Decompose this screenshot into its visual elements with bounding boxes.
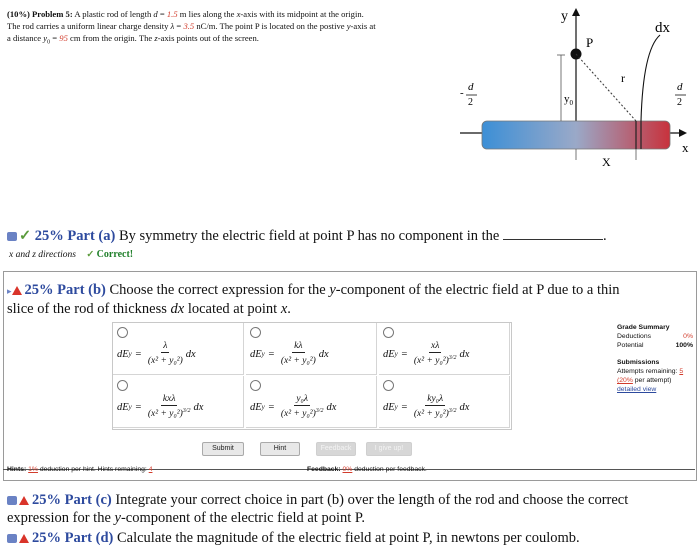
half-length-den: 2: [677, 97, 682, 108]
numerator: ky₀λ: [427, 394, 444, 404]
y0-label: $y_0$: [564, 93, 573, 107]
denominator: (x² + y₀²): [147, 409, 183, 420]
dx-pointer: [641, 35, 660, 121]
lhs-subscript: y: [261, 403, 265, 412]
option-equation: dE y = $\frac{\text{y₀λ}}{(x^2 + y_0^2)^{3/2}}$ dx: [250, 394, 337, 420]
part-b-text: located at point: [187, 301, 278, 317]
option-equation: dE y = $\frac{\text{kxλ}}{(x^2 + y_0^2)^{3/2}}$ dx: [117, 394, 204, 420]
feedback-button[interactable]: Feedback: [316, 442, 356, 456]
problem-statement: [7, 8, 452, 49]
grade-summary: [617, 323, 693, 394]
warning-icon: [19, 496, 29, 505]
x-axis-arrow: [679, 129, 687, 137]
option-radio[interactable]: [383, 327, 394, 338]
problem-text: The rod carries a uniform linear charge density: [7, 21, 171, 31]
exponent: 3/2: [448, 408, 457, 414]
hints-remaining: 4: [148, 466, 153, 473]
exponent: 3/2: [315, 408, 324, 414]
lhs-subscript: y: [128, 350, 132, 359]
part-icon: [7, 232, 17, 241]
check-icon: ✓: [19, 228, 32, 244]
option-cell[interactable]: [113, 376, 244, 428]
y0-value: 95: [59, 33, 68, 43]
lhs-subscript: y: [261, 350, 265, 359]
part-b-percent: 25% Part (b): [24, 282, 106, 298]
part-a-answer: x and z directions: [9, 250, 76, 260]
problem-text: -axis points out of the screen.: [157, 33, 259, 43]
option-cell[interactable]: [246, 376, 377, 428]
period: .: [287, 301, 291, 317]
y0-symbol: y: [43, 33, 48, 43]
part-c: [7, 491, 697, 527]
hint-button[interactable]: Hint: [260, 442, 300, 456]
feedback-text: deduction per feedback.: [352, 466, 427, 473]
problem-label: (10%) Problem 5:: [7, 9, 73, 19]
y-symbol: y: [114, 510, 121, 526]
part-c-text: expression for the: [7, 510, 111, 526]
option-radio[interactable]: [383, 380, 394, 391]
problem-text: A plastic rod of length: [74, 9, 154, 19]
denominator: (x² + y₀²): [147, 356, 183, 367]
differential: dx: [318, 348, 329, 360]
differential: dx: [459, 401, 470, 413]
submissions-label: Submissions: [617, 359, 660, 366]
part-c-text: -component of the electric field at point P.: [120, 510, 365, 526]
hints-label: Hints:: [7, 466, 27, 473]
half-length-label: d: [677, 81, 683, 93]
lhs-subscript: y: [394, 350, 398, 359]
part-c-percent: 25% Part (c): [32, 492, 112, 508]
correct-check-icon: ✓: [86, 250, 95, 260]
part-d-percent: 25% Part (d): [32, 530, 114, 546]
eq-sign: =: [157, 9, 167, 19]
answer-options: [112, 322, 512, 430]
lambda-symbol: λ: [170, 21, 175, 31]
hints-text: deduction per hint. Hints remaining:: [37, 466, 149, 473]
eq-sign: =: [50, 33, 60, 43]
warning-icon: [19, 534, 29, 543]
part-b-question: [7, 281, 692, 318]
differential: dx: [193, 401, 204, 413]
x-symbol: x: [280, 301, 288, 317]
per-attempt-text: per attempt): [632, 377, 672, 384]
problem-text: -axis at: [350, 21, 376, 31]
x-position-label: X: [602, 155, 611, 169]
lhs-subscript: y: [128, 403, 132, 412]
feedback-deduction: 0%: [342, 466, 353, 473]
option-radio[interactable]: [117, 327, 128, 338]
part-d: [7, 529, 697, 547]
option-cell[interactable]: [246, 323, 377, 375]
part-a-percent: 25% Part (a): [34, 228, 116, 244]
part-icon: [7, 534, 17, 543]
numerator: kxλ: [162, 394, 176, 404]
deductions-label: Deductions: [617, 333, 652, 340]
part-a-blank: [503, 227, 603, 240]
option-equation: dE y = $\frac{\lambda}{\text{(x² + y₀²)}}$ dx: [117, 341, 196, 367]
differential: dx: [459, 348, 470, 360]
lhs: dE: [117, 401, 129, 413]
numerator: y₀λ: [296, 394, 308, 404]
eq-sign: =: [174, 21, 184, 31]
dx-label: dx: [655, 20, 670, 36]
option-equation: dE y = $\frac{\text{ky₀λ}}{(x^2 + y_0^2)^{3/2}}$ dx: [383, 394, 470, 420]
y-symbol: y: [329, 282, 336, 298]
lhs: dE: [383, 401, 395, 413]
x-symbol: x: [236, 9, 241, 19]
d-value: 1.5: [166, 9, 178, 19]
r-line: [576, 54, 636, 121]
per-attempt-pct: (20%: [617, 377, 633, 384]
problem-text: -axis with its midpoint at the origin.: [240, 9, 364, 19]
part-icon: [7, 496, 17, 505]
z-symbol: z: [154, 33, 158, 43]
differential: dx: [326, 401, 337, 413]
expand-icon[interactable]: ▸: [7, 286, 12, 296]
feedback-info: [307, 465, 427, 474]
lhs: dE: [250, 401, 262, 413]
deductions-value: 0%: [683, 333, 693, 340]
option-cell[interactable]: [113, 323, 244, 375]
potential-value: 100%: [675, 342, 693, 349]
option-equation: dE y = $\frac{k\lambda}{\text{(x² + y₀²)}}$ dx: [250, 341, 329, 367]
physics-diagram: [455, 0, 700, 175]
d-symbol: d: [153, 9, 158, 19]
problem-text: m lies along the: [177, 9, 237, 19]
option-radio[interactable]: [117, 380, 128, 391]
exponent: 3/2: [182, 408, 191, 414]
denominator: (x² + y₀²): [413, 356, 449, 367]
correct-status: Correct!: [96, 249, 134, 260]
option-cell[interactable]: [379, 323, 510, 375]
exponent: 3/2: [448, 355, 457, 361]
hint-deduction: 1%: [28, 466, 38, 473]
attempts-label: Attempts remaining:: [617, 368, 680, 375]
numerator: λ: [163, 341, 168, 351]
part-b-text: slice of the rod of thickness: [7, 301, 167, 317]
part-a-answer-row: [9, 249, 133, 260]
hints-info: [7, 465, 152, 474]
lhs: dE: [117, 348, 129, 360]
numerator: xλ: [431, 341, 440, 351]
y-axis-arrow: [572, 8, 580, 16]
part-a: ✓ 25% Part (a) By symmetry the electric field at point P has no component in the .: [7, 227, 607, 245]
option-equation: dE y = $\frac{x\lambda}{(x^2 + y_0^2)^{3/2}}$ dx: [383, 341, 470, 367]
y0-subscript: 0: [47, 39, 51, 46]
denominator: (x² + y₀²): [280, 356, 316, 367]
grade-title: Grade Summary: [617, 324, 670, 331]
numerator: kλ: [294, 341, 303, 351]
potential-label: Potential: [617, 342, 644, 349]
part-b-text: -component of the electric field at P due to a thin: [335, 282, 620, 298]
denominator: (x² + y₀²): [413, 409, 449, 420]
give-up-button[interactable]: I give up!: [366, 442, 412, 456]
y-axis-label: y: [561, 9, 568, 24]
lhs: dE: [250, 348, 262, 360]
detailed-view-link[interactable]: detailed view: [617, 386, 657, 393]
part-c-text: Integrate your correct choice in part (b) over the length of the rod and choose the correct: [115, 492, 629, 508]
neg-half-length-label: - d: [460, 81, 474, 99]
part-b-text: Choose the correct expression for the: [109, 282, 326, 298]
lambda-value: 3.5: [183, 21, 195, 31]
lhs-subscript: y: [394, 403, 398, 412]
problem-text: cm from the origin. The: [67, 33, 155, 43]
differential: dx: [185, 348, 196, 360]
neg-half-length-den: 2: [468, 97, 473, 108]
option-cell[interactable]: [379, 376, 510, 428]
option-radio[interactable]: [250, 380, 261, 391]
denominator: (x² + y₀²): [280, 409, 316, 420]
submit-button[interactable]: Submit: [202, 442, 244, 456]
problem-text: nC/m. The point P is located on the postive: [194, 21, 347, 31]
part-a-text: By symmetry the electric field at point P has no component in the: [118, 228, 500, 244]
warning-icon: [12, 286, 22, 295]
x-axis-label: x: [682, 140, 689, 155]
problem-text: a distance: [7, 33, 44, 43]
attempts-value: 5: [679, 368, 684, 375]
y-symbol: y: [346, 21, 351, 31]
part-d-text: Calculate the magnitude of the electric field at point P, in newtons per coulomb.: [116, 530, 580, 546]
r-label: r: [621, 71, 625, 85]
option-radio[interactable]: [250, 327, 261, 338]
point-p-label: P: [586, 35, 594, 50]
dx-symbol: dx: [170, 301, 185, 317]
charged-rod: [482, 121, 670, 149]
feedback-label: Feedback:: [307, 466, 341, 473]
lhs: dE: [383, 348, 395, 360]
